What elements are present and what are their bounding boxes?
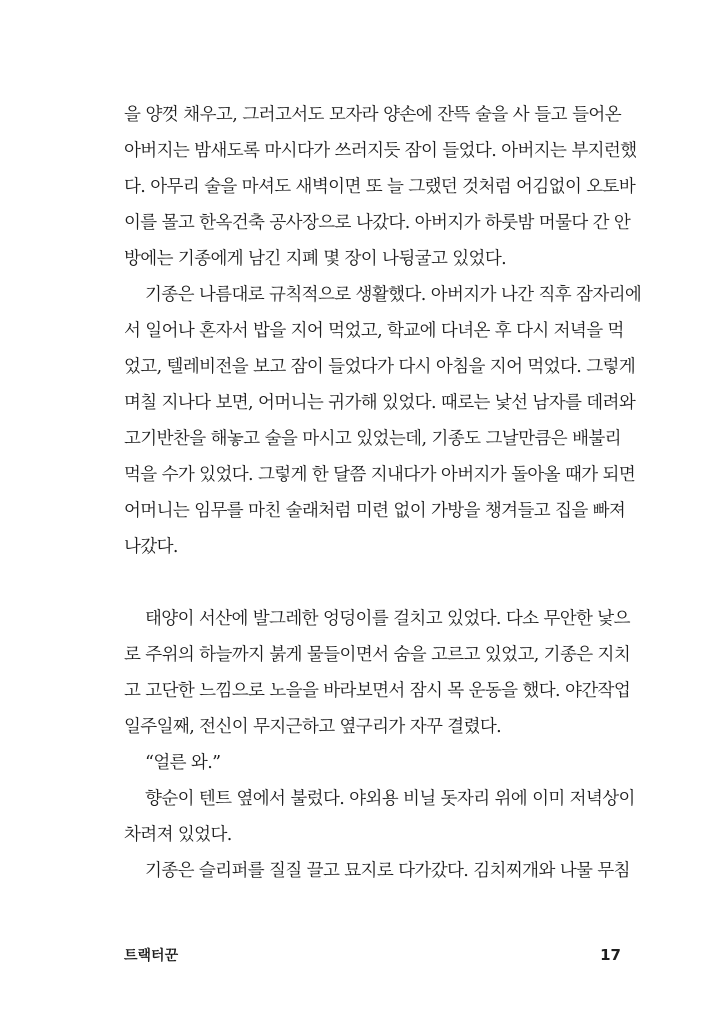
page-number: 17	[600, 946, 621, 964]
text-line: 차려져 있었다.	[124, 825, 232, 845]
text-line: 아버지는 밤새도록 마시다가 쓰러지듯 잠이 들었다. 아버지는 부지런했	[124, 141, 637, 161]
text-line: 을 양껏 채우고, 그러고서도 모자라 양손에 잔뜩 술을 사 들고 들어온	[124, 105, 621, 125]
text-line: 다. 아무리 술을 마셔도 새벽이면 또 늘 그랬던 것처럼 어김없이 오토바	[124, 177, 636, 197]
text-line: 기종은 슬리퍼를 질질 끌고 묘지로 다가갔다. 김치찌개와 나물 무침	[145, 861, 630, 881]
text-line: 기종은 나름대로 규칙적으로 생활했다. 아버지가 나간 직후 잠자리에	[145, 285, 642, 305]
text-line: 먹을 수가 있었다. 그렇게 한 달쯤 지내다가 아버지가 돌아올 때가 되면	[124, 465, 636, 485]
text-line: 나갔다.	[124, 537, 178, 557]
text-line: 서 일어나 혼자서 밥을 지어 먹었고, 학교에 다녀온 후 다시 저녁을 먹	[124, 321, 624, 341]
text-line: 며칠 지나다 보면, 어머니는 귀가해 있었다. 때로는 낯선 남자를 데려와	[124, 393, 636, 413]
text-line: 어머니는 임무를 마친 술래처럼 미련 없이 가방을 챙겨들고 집을 빠져	[124, 501, 626, 521]
text-line: 향순이 텐트 옆에서 불렀다. 야외용 비닐 돗자리 위에 이미 저녁상이	[145, 789, 635, 809]
text-line: 로 주위의 하늘까지 붉게 물들이면서 숨을 고르고 있었고, 기종은 지치	[124, 645, 631, 665]
text-line: 이를 몰고 한옥건축 공사장으로 나갔다. 아버지가 하룻밤 머물다 간 안	[124, 213, 631, 233]
text-line: 일주일째, 전신이 무지근하고 옆구리가 자꾸 결렸다.	[124, 717, 502, 737]
book-title: 트랙터꾼	[124, 948, 179, 964]
text-line: 태양이 서산에 발그레한 엉덩이를 걸치고 있었다. 다소 무안한 낯으	[145, 609, 630, 629]
text-line: 고기반찬을 해놓고 술을 마시고 있었는데, 기종도 그날만큼은 배불리	[124, 429, 621, 449]
text-line: 방에는 기종에게 남긴 지폐 몇 장이 나뒹굴고 있었다.	[124, 249, 507, 269]
text-line: 고 고단한 느낌으로 노을을 바라보면서 잠시 목 운동을 했다. 야간작업	[124, 681, 631, 701]
text-line: “얼른 와.”	[145, 753, 221, 773]
text-line: 었고, 텔레비전을 보고 잠이 들었다가 다시 아침을 지어 먹었다. 그렇게	[124, 357, 636, 377]
